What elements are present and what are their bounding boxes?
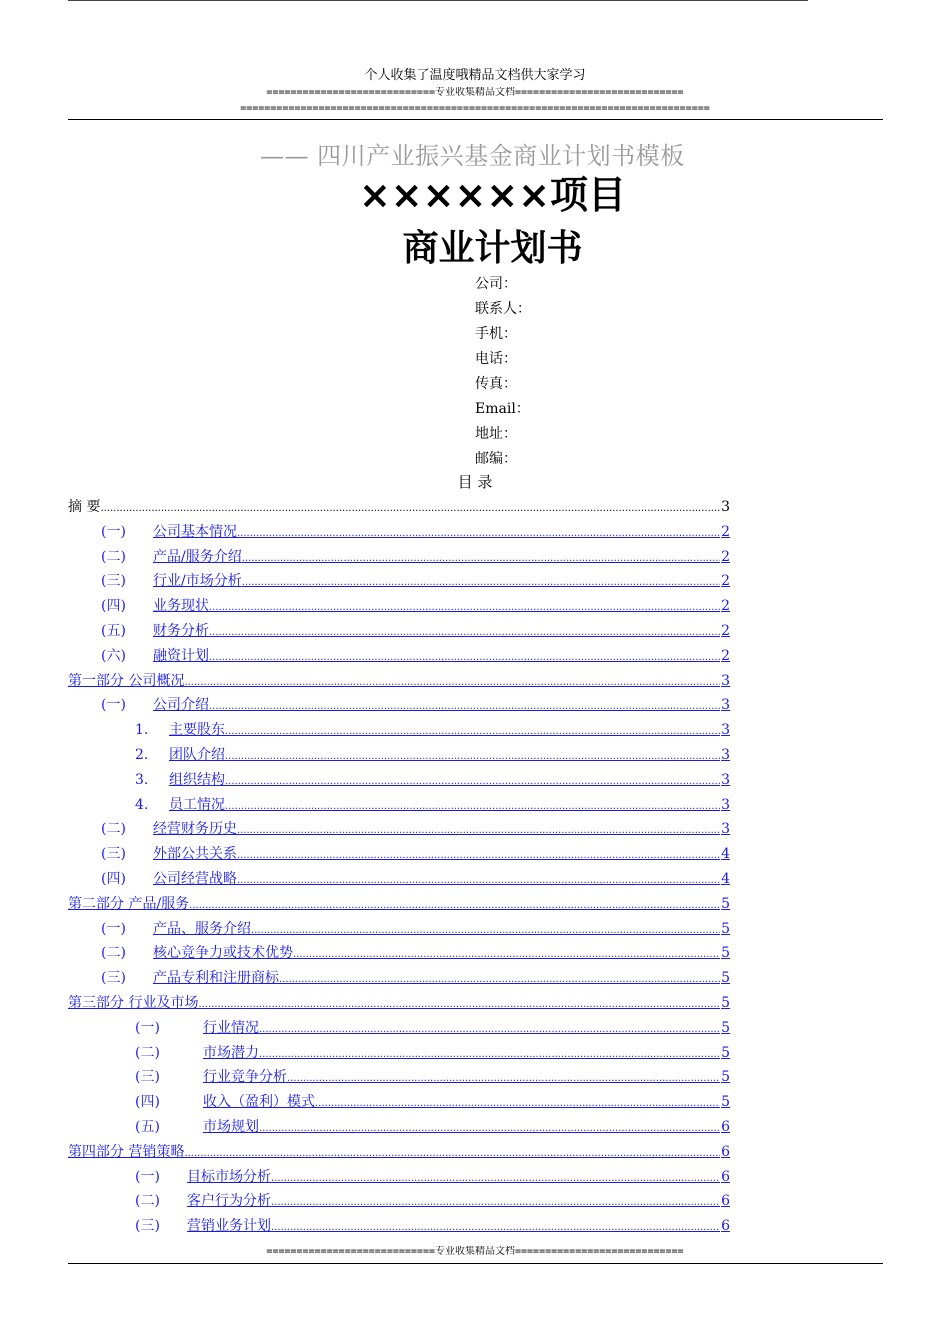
header-banner: ============================专业收集精品文档============================ xyxy=(266,87,684,98)
toc-link-part-two[interactable]: 第二部分 产品/服务 ..... 5 xyxy=(68,894,730,919)
toc-entry-summary: 摘 要 ..... 3 xyxy=(68,497,730,522)
toc-link[interactable]: (一) 公司介绍 ..... 3 xyxy=(68,695,730,720)
toc-link[interactable]: (二) 经营财务历史 ..... 3 xyxy=(68,819,730,844)
toc-link[interactable]: 3. 组织结构 ..... 3 xyxy=(68,770,730,795)
toc-link[interactable]: (四) 收入（盈利）模式 ..... 5 xyxy=(68,1092,730,1117)
contact-fax: 传真： xyxy=(475,376,517,392)
toc-link[interactable]: (三) 行业竞争分析 ..... 5 xyxy=(68,1067,730,1092)
toc-link[interactable]: (二) 产品/服务介绍 ..... 2 xyxy=(68,547,730,572)
toc-link[interactable]: 4. 员工情况 ..... 3 xyxy=(68,795,730,820)
toc-link-part-four[interactable]: 第四部分 营销策略 ..... 6 xyxy=(68,1142,730,1167)
header-equals-line: ============================================================================== xyxy=(240,103,710,114)
toc-link[interactable]: (一) 公司基本情况 ..... 2 xyxy=(68,522,730,547)
toc-link[interactable]: (一) 产品、服务介绍 ..... 5 xyxy=(68,919,730,944)
top-border-line xyxy=(68,0,808,1)
cover-subtitle: —— 四川产业振兴基金商业计划书模板 xyxy=(260,142,685,170)
toc-link[interactable]: (二) 客户行为分析 ..... 6 xyxy=(68,1191,730,1216)
toc-link[interactable]: (二) 核心竞争力或技术优势 ..... 5 xyxy=(68,943,730,968)
table-of-contents xyxy=(68,497,730,1241)
header-rule xyxy=(68,119,883,120)
toc-link[interactable]: (四) 公司经营战略 ..... 4 xyxy=(68,869,730,894)
cover-title-plan: 商业计划书 xyxy=(402,228,583,269)
header-note: 个人收集了温度哦精品文档供大家学习 xyxy=(364,68,586,83)
toc-link[interactable]: (五) 市场规划 ..... 6 xyxy=(68,1117,730,1142)
footer-rule xyxy=(68,1263,883,1264)
toc-link[interactable]: (五) 财务分析 ..... 2 xyxy=(68,621,730,646)
toc-link[interactable]: (一) 行业情况 ..... 5 xyxy=(68,1018,730,1043)
toc-link[interactable]: 2. 团队介绍 ..... 3 xyxy=(68,745,730,770)
toc-link[interactable]: (三) 外部公共关系 ..... 4 xyxy=(68,844,730,869)
toc-link[interactable]: (三) 行业/市场分析 ..... 2 xyxy=(68,571,730,596)
toc-link[interactable]: (四) 业务现状 ..... 2 xyxy=(68,596,730,621)
contact-info-block xyxy=(475,274,531,474)
toc-link[interactable]: (三) 产品专利和注册商标 ..... 5 xyxy=(68,968,730,993)
footer-banner: ============================专业收集精品文档============================ xyxy=(266,1246,684,1257)
contact-address: 地址： xyxy=(475,426,517,442)
contact-person: 联系人： xyxy=(475,301,531,317)
toc-link[interactable]: (六) 融资计划 ..... 2 xyxy=(68,646,730,671)
cover-title-project: ××××××项目 xyxy=(358,173,627,217)
toc-link[interactable]: (一) 目标市场分析 ..... 6 xyxy=(68,1167,730,1192)
contact-mobile: 手机： xyxy=(475,326,517,342)
toc-link[interactable]: (二) 市场潜力 ..... 5 xyxy=(68,1043,730,1068)
toc-link[interactable]: 1. 主要股东 ..... 3 xyxy=(68,720,730,745)
toc-link[interactable]: (三) 营销业务计划 ..... 6 xyxy=(68,1216,730,1241)
toc-link-part-three[interactable]: 第三部分 行业及市场 ..... 5 xyxy=(68,993,730,1018)
contact-postcode: 邮编： xyxy=(475,451,517,467)
toc-title: 目 录 xyxy=(457,473,493,491)
contact-company: 公司： xyxy=(475,276,517,292)
contact-email: Email： xyxy=(475,401,530,417)
contact-phone: 电话： xyxy=(475,351,517,367)
toc-link-part-one[interactable]: 第一部分 公司概况 ..... 3 xyxy=(68,671,730,696)
